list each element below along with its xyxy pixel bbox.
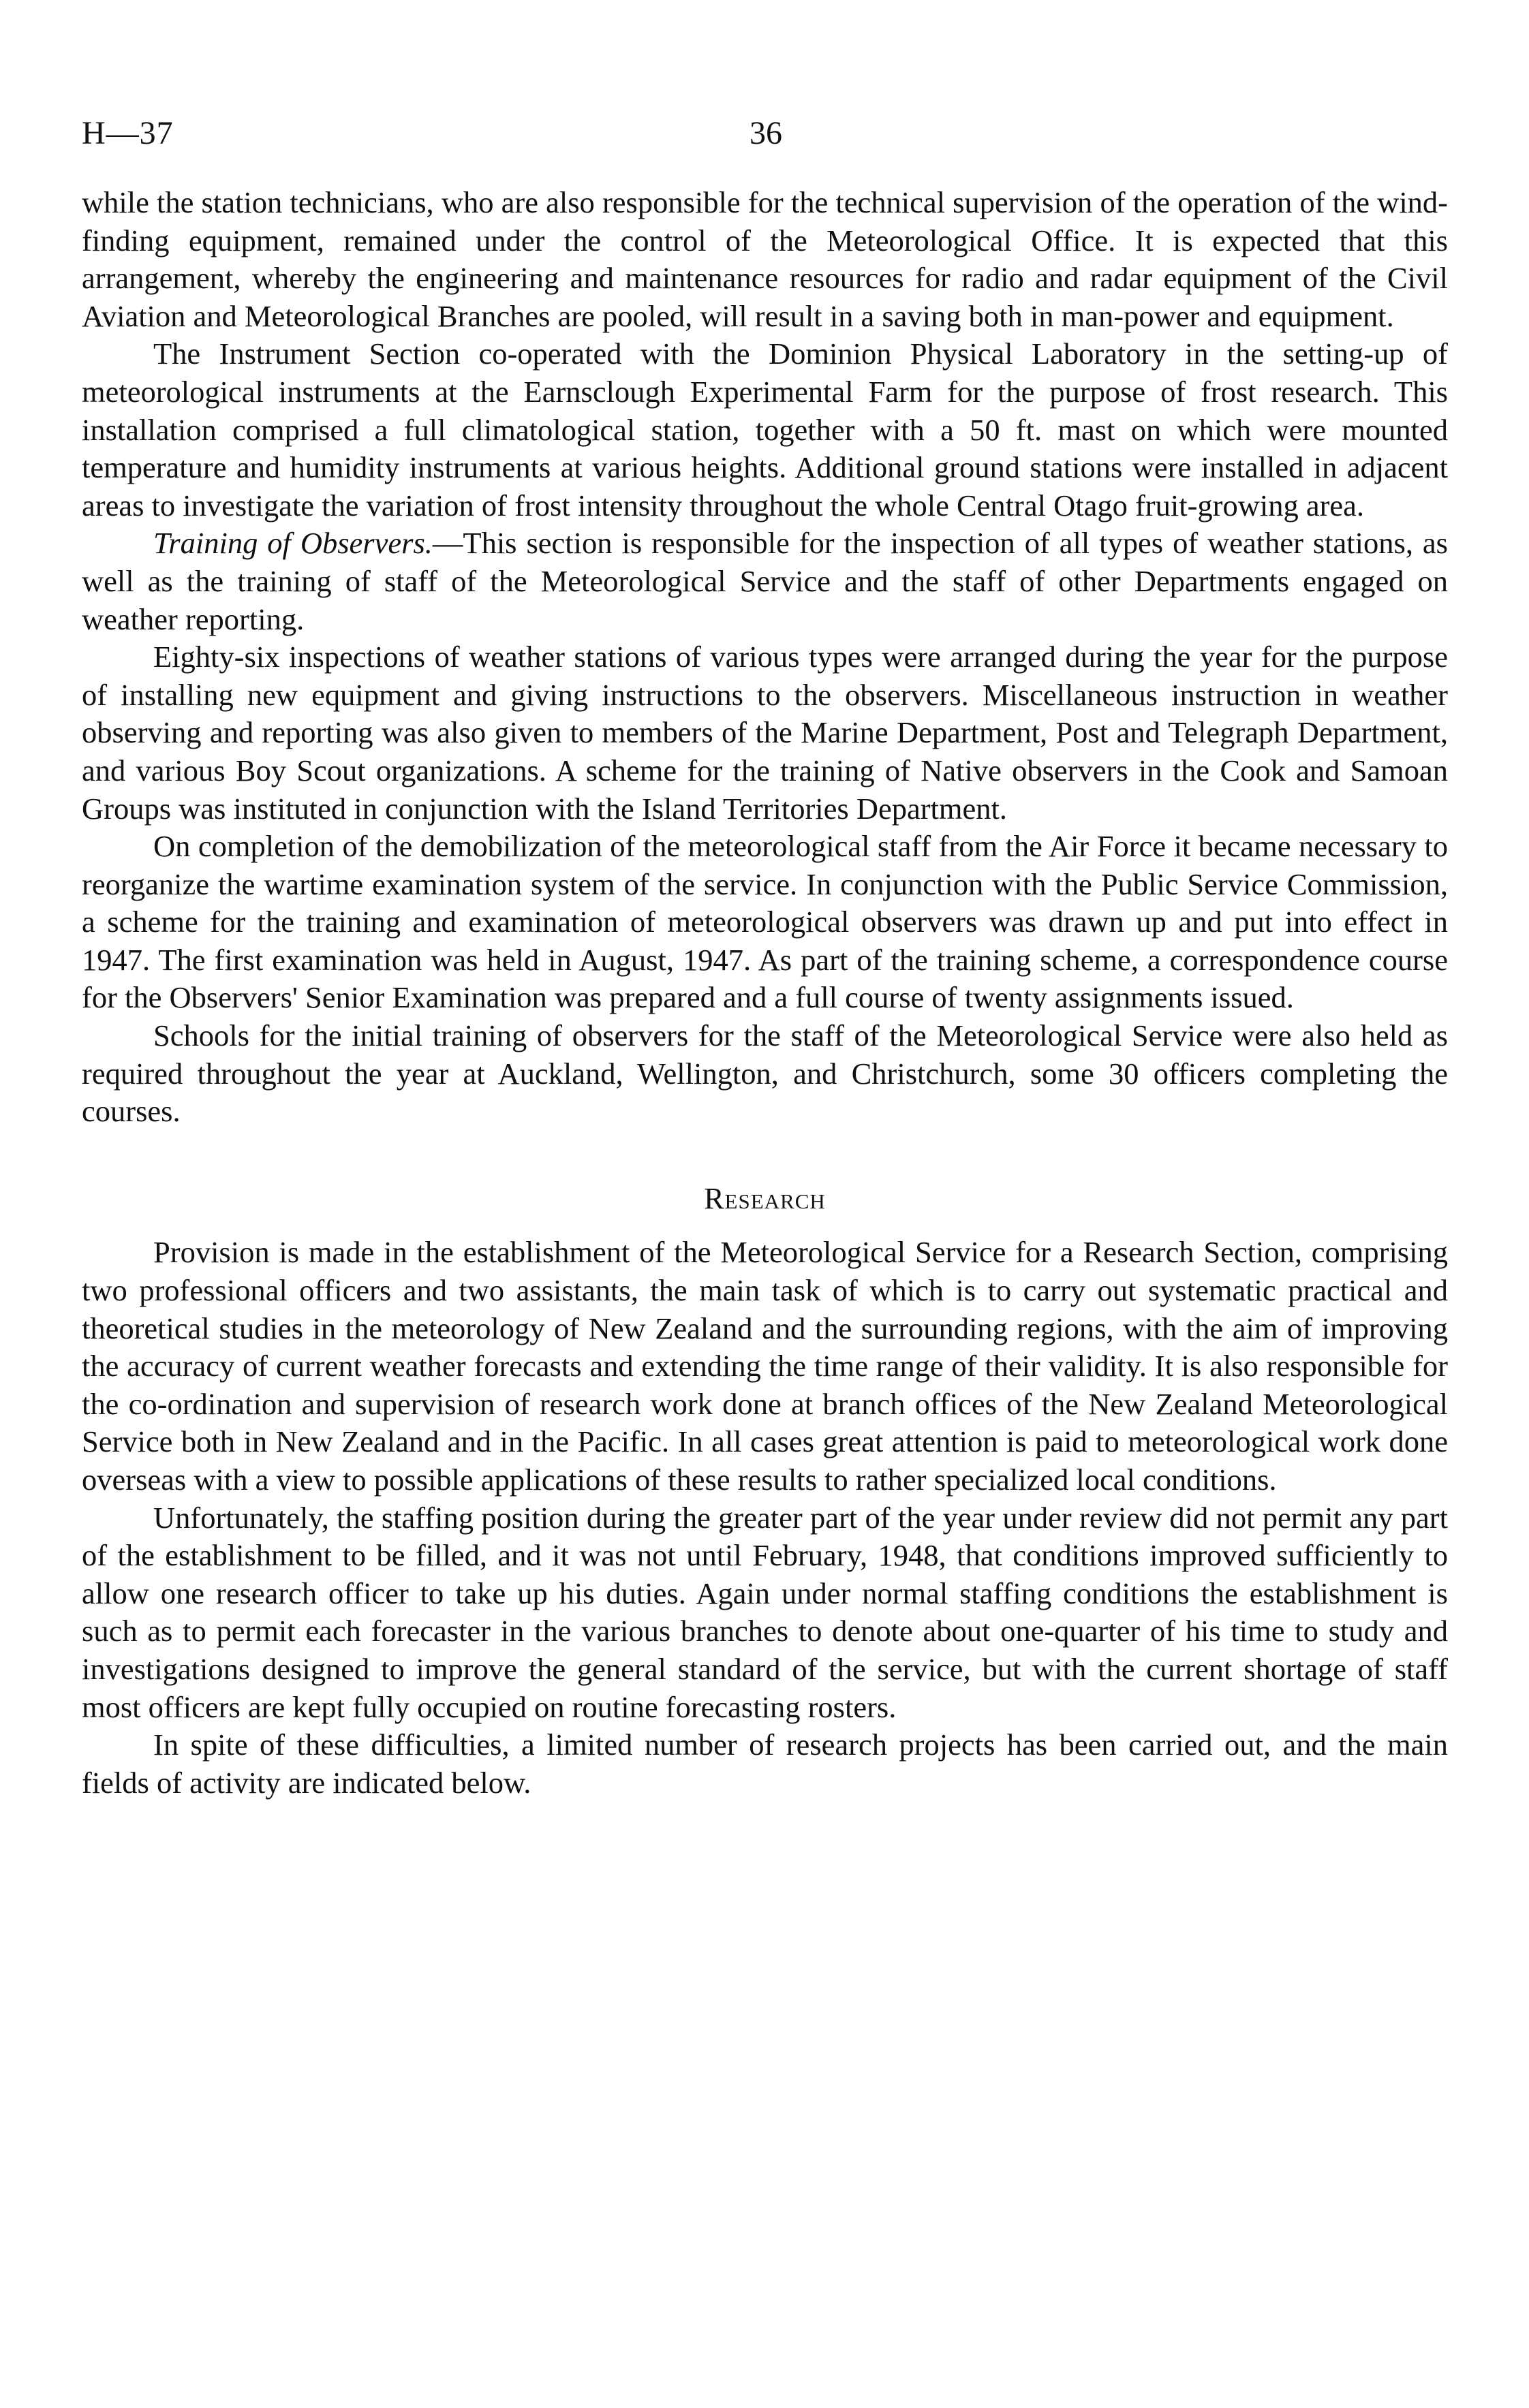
paragraph-demobilization: On completion of the demobilization of the meteorological staff from the Air Force it became necessary to reorganize the wartime examination system of the service. In conjunction with the Public Service Commission, a scheme for the training and examination of meteorological observers was drawn up and put into effect in 1947. The first examination was held in August, 1947. As part of the training scheme, a correspondence course for the Observers' Senior Examination was prepared and a full course of twenty assignments issued. [82, 829, 1448, 1015]
paragraph-text: —This section is responsible for the inspection of all types of weather stations, as well as the training of staff of the Meteorological Service and the staff of other Departments engaged on weather reporting. [82, 526, 1448, 636]
document-reference: H—37 [82, 115, 174, 151]
page-body [82, 184, 1448, 1802]
subsection-title: Training of Observers. [153, 526, 433, 561]
paragraph-research-projects: In spite of these difficulties, a limited number of research projects has been carried out, and the main fields of activity are indicated below. [82, 1727, 1448, 1800]
paragraph-instrument-section: The Instrument Section co-operated with the Dominion Physical Laboratory in the setting-up of meteorological instruments at the Earnsclough Experimental Farm for the purpose of frost research. This installation comprised a full climatological station, together with a 50 ft. mast on which were mounted temperature and humidity instruments at various heights. Additional ground stations were installed in adjacent areas to investigate the variation of frost intensity throughout the whole Central Otago fruit-growing area. [82, 337, 1448, 522]
paragraph-schools: Schools for the initial training of observers for the staff of the Meteorological Service were also held as required throughout the year at Auckland, Wellington, and Christchurch, some 30 officers completing the courses. [82, 1018, 1448, 1129]
page-number: 36 [750, 115, 782, 151]
paragraph-inspections: Eighty-six inspections of weather stations of various types were arranged during the year for the purpose of installing new equipment and giving instructions to the observers. Miscellaneous instruction in weather observing and reporting was also given to members of the Marine Department, Post and Telegraph Department, and various Boy Scout organizations. A scheme for the training of Native observers in the Cook and Samoan Groups was instituted in conjunction with the Island Territories Department. [82, 640, 1448, 826]
paragraph-training-of-observers [82, 525, 1448, 638]
section-heading-research: Research [704, 1181, 826, 1215]
paragraph-research-provision: Provision is made in the establishment of the Meteorological Service for a Research Section, comprising two professional officers and two assistants, the main task of which is to carry out systematic practical and theoretical studies in the meteorology of New Zealand and the surrounding regions, with the aim of improving the accuracy of current weather forecasts and extending the time range of their validity. It is also responsible for the co-ordination and supervision of research work done at branch offices of the New Zealand Meteorological Service both in New Zealand and in the Pacific. In all cases great attention is paid to meteorological work done overseas with a view to possible applications of these results to rather specialized local conditions. [82, 1235, 1448, 1497]
page-header [82, 114, 1448, 162]
paragraph-continuation: while the station technicians, who are also responsible for the technical supervision of the operation of the wind-finding equipment, remained under the control of the Meteorological Office. It is expected that this arrangement, whereby the engineering and maintenance resources for radio and radar equipment of the Civil Aviation and Meteorological Branches are pooled, will result in a saving both in man-power and equipment. [82, 185, 1448, 333]
paragraph-staffing: Unfortunately, the staffing position during the greater part of the year under review did not permit any part of the establishment to be filled, and it was not until February, 1948, that conditions improved sufficiently to allow one research officer to take up his duties. Again under normal staffing conditions the establishment is such as to permit each forecaster in the various branches to denote about one-quarter of his time to study and investigations designed to improve the general standard of the service, but with the current shortage of staff most officers are kept fully occupied on routine forecasting rosters. [82, 1500, 1448, 1724]
